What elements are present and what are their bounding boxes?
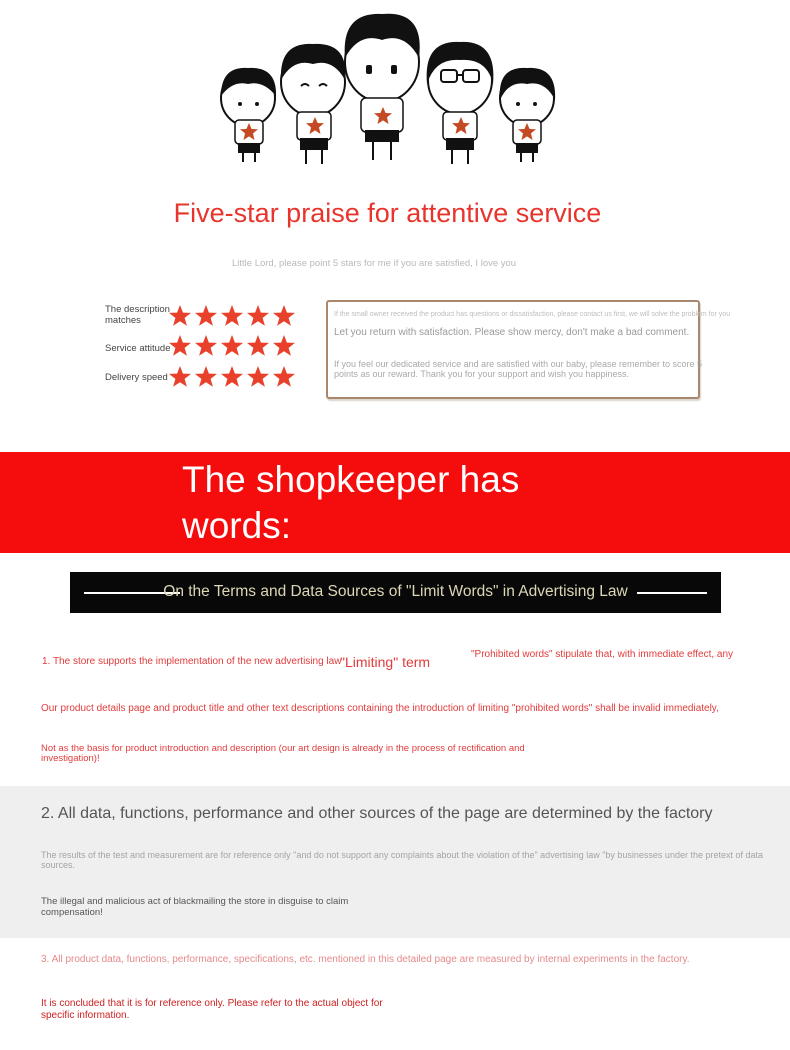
section1-p1-right: "Prohibited words" stipulate that, with immediate effect, any (471, 649, 734, 660)
star-icon (220, 304, 244, 328)
rating-label-description: The description matches (105, 304, 170, 326)
section2-p1: The results of the test and measurement are for reference only "and do not support any complaints about the violation of the" advertising law "by businesses under the pretext of data sources. (41, 850, 764, 870)
star-icon (168, 304, 192, 328)
section3-p2: It is concluded that it is for reference only. Please refer to the actual object for specific information. (41, 998, 383, 1021)
star-icon (246, 334, 270, 358)
section1-p2: Our product details page and product title and other text descriptions containing the introduction of limiting "prohibited words" shall be invalid immediately, (41, 703, 719, 714)
section3-p1: 3. All product data, functions, performance, specifications, etc. mentioned in this detailed page are measured by internal experiments in the factory. (41, 954, 690, 965)
star-icon (194, 334, 218, 358)
section1-limiting-term: "Limiting" term (340, 654, 431, 670)
rating-label-delivery: Delivery speed (105, 372, 168, 383)
section1-p3: Not as the basis for product introduction and description (our art design is already in the process of rectification and investigation)! (41, 743, 525, 764)
headline: Five-star praise for attentive service (173, 198, 602, 228)
star-icon (220, 334, 244, 358)
star-icon (246, 304, 270, 328)
terms-bar-title: On the Terms and Data Sources of "Limit Words" in Advertising Law (163, 583, 628, 600)
star-row-delivery (168, 365, 296, 389)
cartoon-kids-illustration (205, 0, 575, 175)
star-icon (168, 334, 192, 358)
section2-p2: The illegal and malicious act of blackmailing the store in disguise to claim compensation! (41, 896, 349, 918)
banner-title: The shopkeeper has words: (182, 459, 520, 546)
star-icon (272, 365, 296, 389)
star-icon (168, 365, 192, 389)
star-row-description (168, 304, 296, 328)
star-icon (246, 365, 270, 389)
star-row-service (168, 334, 296, 358)
rating-label-service: Service attitude (105, 343, 171, 354)
star-icon (194, 365, 218, 389)
subtext: Little Lord, please point 5 stars for me if you are satisfied, I love you (232, 258, 517, 269)
section1-p1: 1. The store supports the implementation of the new advertising law (42, 656, 342, 667)
note-line-1: Let you return with satisfaction. Please show mercy, don't make a bad comment. (334, 327, 690, 338)
star-icon (220, 365, 244, 389)
terms-bar (70, 572, 721, 613)
star-icon (272, 334, 296, 358)
section2-heading: 2. All data, functions, performance and other sources of the page are determined by the factory (41, 805, 713, 822)
note-line-2: If you feel our dedicated service and are satisfied with our baby, please remember to score 5 points as our reward. Thank you for your support and wish you happiness. (334, 359, 703, 379)
star-icon (194, 304, 218, 328)
note-tiny-text: If the small owner received the product has questions or dissatisfaction, please contact us first, we will solve the problem for you (334, 311, 731, 318)
star-icon (272, 304, 296, 328)
